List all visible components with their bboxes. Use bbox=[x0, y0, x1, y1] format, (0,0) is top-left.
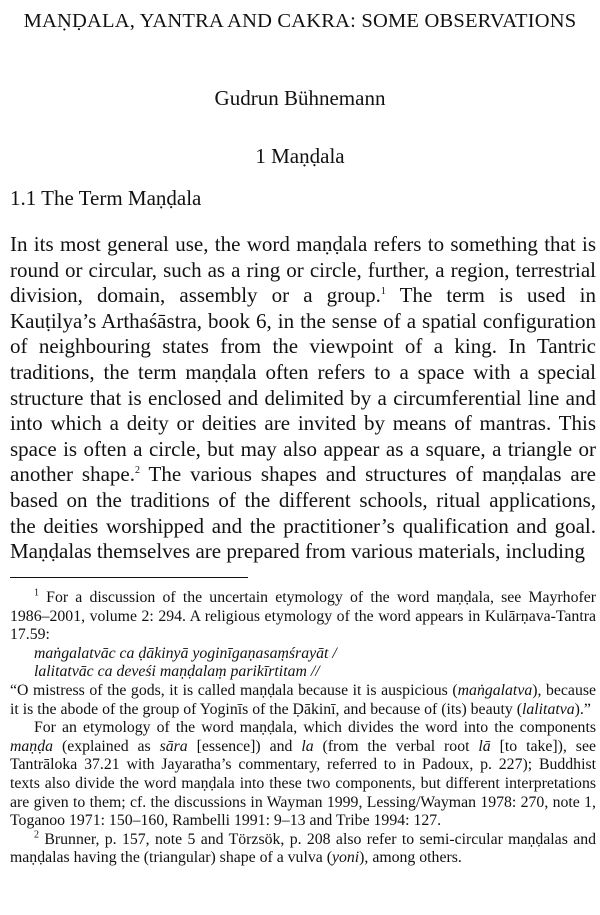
section-heading: 1 Maṇḍala bbox=[255, 144, 345, 168]
etym-part-b: (explained as bbox=[53, 737, 160, 755]
footnote-2-term: yoni bbox=[331, 849, 360, 867]
footnote-2-text-b: ), among others. bbox=[359, 849, 462, 867]
footnote-divider bbox=[10, 577, 248, 578]
footnote-1-text: For a discussion of the uncertain etymology of the word maṇḍala, see Mayrhofer 1986–2001, volume 2: 294. A religious etymology of the word appears in Kulārṇava-Tantra 17.59: bbox=[10, 589, 596, 644]
footnote-2-text-a: Brunner, p. 157, note 5 and Törzsök, p. 208 also refer to semi-circular maṇḍalas and maṇḍalas having the (triangular) shape of a vulva ( bbox=[10, 830, 596, 867]
footnote-ref-2: 2 bbox=[134, 465, 140, 477]
footnote-2-marker: 2 bbox=[34, 829, 39, 841]
footnote-ref-1: 1 bbox=[380, 286, 386, 298]
subsection-heading: 1.1 The Term Maṇḍala bbox=[10, 186, 202, 210]
body-paragraph bbox=[10, 232, 596, 565]
footnote-1-marker: 1 bbox=[34, 587, 39, 599]
body-text-part-a: In its most general use, the word maṇḍala refers to something that is round or circular, such as a ring or circle, further, a region, terrestrial division, domain, assembly or a group. bbox=[10, 232, 596, 308]
etymology-paragraph bbox=[10, 719, 596, 831]
etym-term-manda: maṇḍa bbox=[10, 737, 54, 755]
translation-part-c: ).” bbox=[574, 700, 591, 718]
verse-line-2: lalitatvāc ca deveśi maṇḍalaṃ parikīrtitam // bbox=[34, 663, 320, 681]
etym-part-d: (from the verbal root bbox=[313, 737, 479, 755]
main-text bbox=[10, 232, 596, 565]
footnote-1 bbox=[10, 589, 596, 645]
etym-term-la-root: lā bbox=[478, 737, 491, 755]
etym-part-a: For an etymology of the word maṇḍala, which divides the word into the components bbox=[34, 719, 596, 737]
translation-part-b: ), because it is the abode of the group of Yoginīs of the Ḍākinī, and because of (its) beauty ( bbox=[10, 681, 597, 718]
etym-part-e: [to take]), see Tantrāloka 37.21 with Jayaratha’s commentary, referred to in Padoux, p. 227); Buddhist texts also divide the word maṇḍala into these two components, but different interpretations are given to them; cf. the discussions in Wayman 1999, Lessing/Wayman 1978: 270, note 1, Toganoo 1971: 150–160, Rambelli 1991: 9–13 and Tribe 1994: 127. bbox=[10, 737, 596, 830]
verse-translation bbox=[10, 682, 596, 719]
page-title: MAṆḌALA, YANTRA AND CAKRA: SOME OBSERVATIONS bbox=[23, 10, 577, 32]
body-text-part-b: The term is used in Kauṭilya’s Arthaśāstra, book 6, in the sense of a spatial configuration of neighbouring states from the viewpoint of a king. In Tantric traditions, the term maṇḍala often refers to a space with a special structure that is enclosed and delimited by a circumferential line and into which a deity or deities are invited by means of mantras. This space is often a circle, but may also appear as a square, a triangle or another shape. bbox=[10, 283, 596, 487]
translation-part-a: “O mistress of the gods, it is called maṇḍala because it is auspicious ( bbox=[10, 681, 458, 699]
body-text-part-c: The various shapes and structures of maṇḍalas are based on the traditions of the different schools, ritual applications, the deities worshipped and the practitioner’s qualification and goal. Maṇḍalas themselves are prepared from various materials, including bbox=[10, 462, 596, 564]
footnote-2 bbox=[10, 831, 596, 868]
footnotes bbox=[10, 589, 596, 868]
verse-line-1: maṅgalatvāc ca ḍākinyā yoginīgaṇasaṃśrayāt / bbox=[34, 644, 337, 662]
translation-term-1: maṅgalatva bbox=[457, 681, 533, 699]
author-name: Gudrun Bühnemann bbox=[214, 86, 386, 110]
etym-part-c: [essence]) and bbox=[187, 737, 302, 755]
translation-term-2: lalitatva bbox=[521, 700, 575, 718]
etym-term-la: la bbox=[301, 737, 314, 755]
etym-term-sara: sāra bbox=[159, 737, 188, 755]
